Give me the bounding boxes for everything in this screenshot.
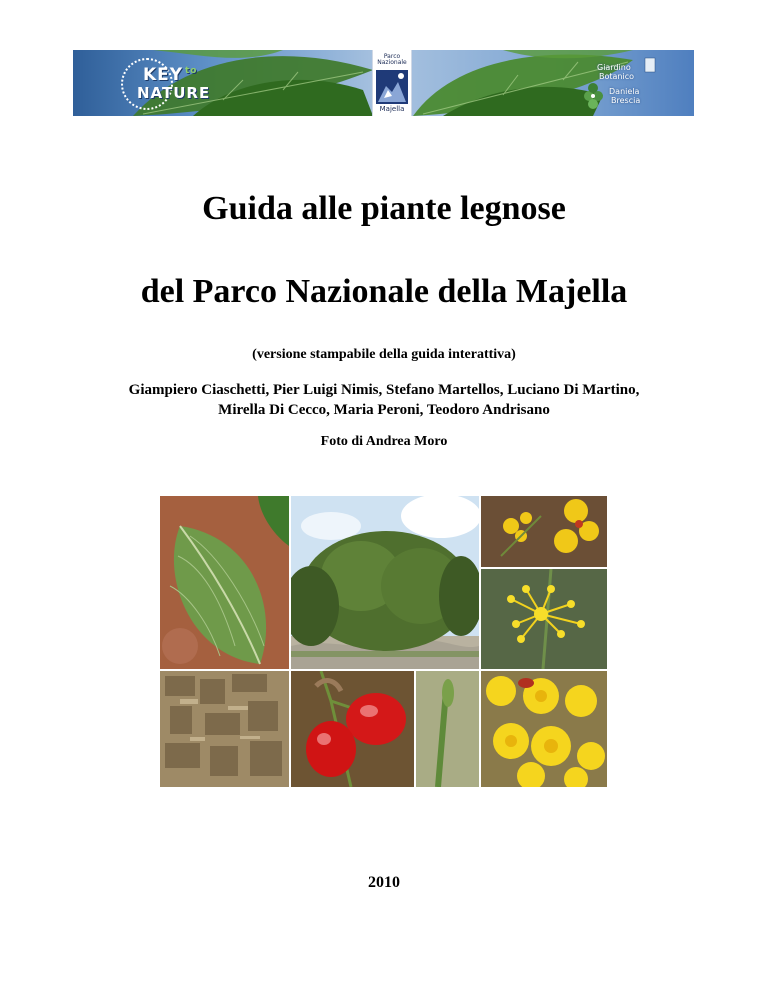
photo-collage — [160, 496, 607, 787]
park-logo-line1: Parco — [383, 53, 401, 60]
red-berries-photo — [291, 671, 414, 787]
authors-line-1: Giampiero Ciaschetti, Pier Luigi Nimis, Stefano Martellos, Luciano Di Martino, — [128, 382, 640, 398]
leaf-photo — [160, 496, 289, 669]
logo-key-small: to — [185, 66, 198, 76]
logo-key-line1: KEY — [143, 65, 184, 85]
yellow-flowers-photo — [481, 671, 607, 787]
title-line-1: Guida alle piante legnose — [202, 190, 566, 227]
park-logo — [372, 50, 412, 116]
garden-logo-line1: Giardino — [597, 63, 631, 72]
subtitle: (versione stampabile della guida interattiva) — [252, 347, 516, 362]
bud-photo — [416, 671, 479, 787]
park-logo-line2: Nazionale — [377, 59, 407, 66]
park-logo-line3: Majella — [379, 105, 405, 113]
garden-logo-line2: Botanico — [599, 72, 635, 81]
publication-year: 2010 — [368, 874, 400, 891]
garden-logo-line4: Brescia — [611, 96, 641, 105]
logo-key-line2: NATURE — [137, 84, 211, 102]
shrub-photo — [291, 496, 479, 669]
photo-credit: Foto di Andrea Moro — [320, 434, 448, 449]
bark-photo — [160, 671, 289, 787]
botanic-garden-logo — [579, 56, 689, 112]
authors — [0, 380, 768, 420]
header-banner — [73, 50, 694, 116]
title-line-2: del Parco Nazionale della Majella — [140, 273, 628, 310]
key-to-nature-logo — [121, 58, 221, 108]
wolf-mountain-icon — [374, 68, 410, 106]
flower-branch-photo — [481, 569, 607, 669]
garden-logo-line3: Daniela — [609, 87, 640, 96]
flower-cluster-photo — [481, 496, 607, 567]
authors-line-2: Mirella Di Cecco, Maria Peroni, Teodoro Andrisano — [218, 402, 550, 418]
